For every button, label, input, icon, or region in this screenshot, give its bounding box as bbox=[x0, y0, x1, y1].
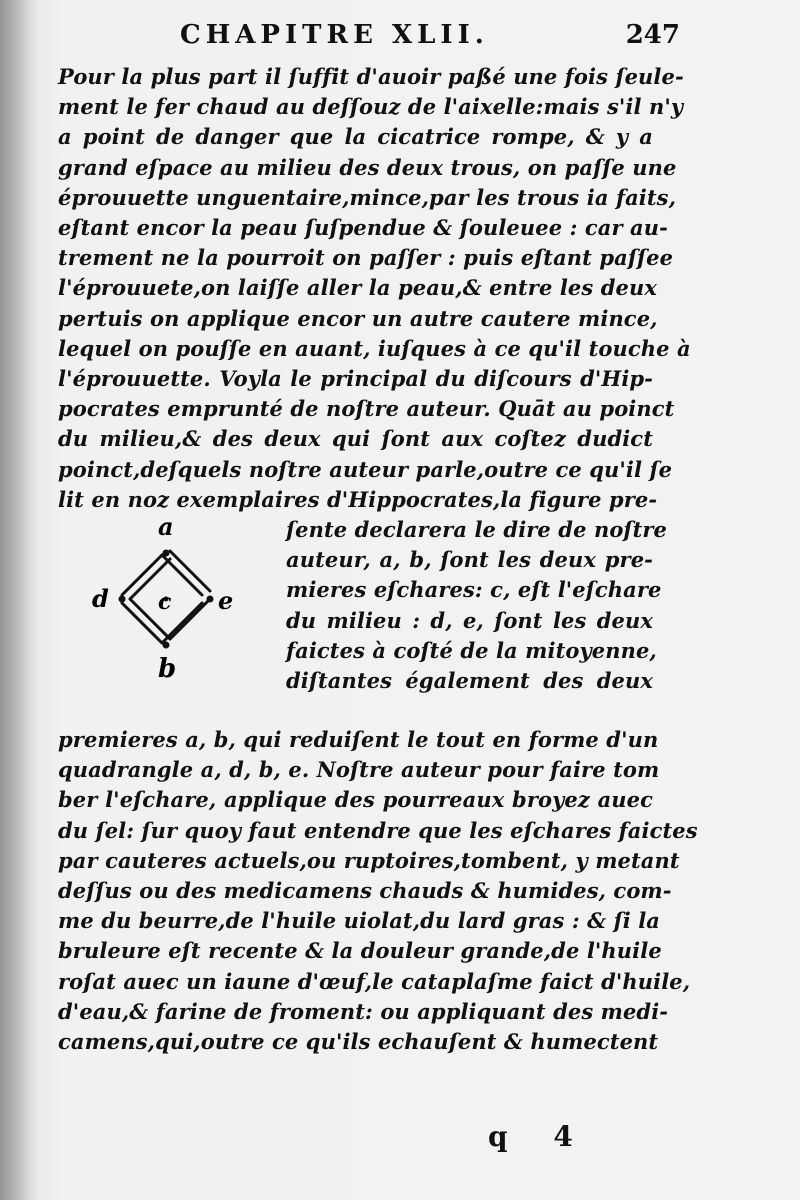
text-line: grand eſpace au milieu des deux trous, on paſſe une bbox=[58, 154, 677, 180]
signature-mark: q 4 bbox=[488, 1120, 591, 1153]
text-line: ment le fer chaud au deſſouz de l'aixelle:mais s'il n'y bbox=[58, 94, 684, 120]
text-line: faictes à coſté de la mitoyenne, bbox=[286, 637, 657, 663]
text-line: pertuis on applique encor un autre cautere mince, bbox=[58, 305, 658, 331]
text-line: me du beurre,de l'huile uiolat,du lard gras : & ſi la bbox=[58, 908, 660, 934]
text-line: éprouuette unguentaire,mince,par les trous ia faits, bbox=[58, 184, 677, 210]
text-line: a point de danger que la cicatrice rompe, & y a bbox=[58, 124, 653, 150]
paragraph-bottom bbox=[58, 725, 698, 1057]
quadrangle-figure bbox=[78, 517, 278, 727]
paragraph-top bbox=[58, 62, 691, 515]
text-line: Pour la plus part il ſuffit d'auoir paßé une fois ſeule- bbox=[58, 64, 684, 89]
text-line: poinct,deſquels noſtre auteur parle,outre ce qu'il ſe bbox=[58, 456, 673, 482]
text-line: roſat auec un iaune d'œuf,le cataplaſme faict d'huile, bbox=[58, 968, 691, 994]
page-header bbox=[180, 20, 680, 56]
text-line: trement ne la pourroit on paſſer : puis eſtant paſſee bbox=[58, 245, 674, 271]
text-line: ber l'eſchare, applique des pourreaux broyez auec bbox=[58, 787, 653, 813]
running-head: CHAPITRE XLII. bbox=[180, 20, 489, 50]
text-line: quadrangle a, d, b, e. Noſtre auteur pour faire tom bbox=[58, 757, 660, 783]
text-line: diſtantes également des deux bbox=[286, 668, 653, 694]
text-line: bruleure eſt recente & la douleur grande,de l'huile bbox=[58, 938, 662, 964]
text-line: l'éprouuette. Voyla le principal du diſcours d'Hip- bbox=[58, 366, 653, 392]
quadrangle-diagram bbox=[78, 517, 278, 727]
text-line: lequel on pouſſe en auant, iuſques à ce qu'il touche à bbox=[58, 335, 691, 361]
text-line: ſente declarera le dire de noſtre bbox=[286, 517, 667, 543]
text-line: du milieu,& des deux qui ſont aux coſtez dudict bbox=[58, 426, 653, 452]
text-line: premieres a, b, qui reduiſent le tout en forme d'un bbox=[58, 727, 659, 753]
text-line: du ſel: ſur quoy faut entendre que les eſchares faictes bbox=[58, 817, 698, 843]
text-line: du milieu : d, e, ſont les deux bbox=[286, 607, 653, 633]
text-line: mieres eſchares: c, eſt l'eſchare bbox=[286, 577, 662, 603]
label-b: b bbox=[158, 654, 177, 685]
text-line: lit en noz exemplaires d'Hippocrates,la figure pre- bbox=[58, 486, 658, 512]
text-line: auteur, a, b, ſont les deux pre- bbox=[286, 547, 653, 573]
figure-and-text-area bbox=[58, 515, 667, 725]
text-line: eſtant encor la peau ſuſpendue & ſouleuee : car au- bbox=[58, 215, 668, 241]
text-line: pocrates emprunté de noſtre auteur. Quāt au poinct bbox=[58, 396, 675, 422]
text-line: d'eau,& farine de froment: ou appliquant des medi- bbox=[58, 998, 669, 1024]
label-c: c bbox=[158, 589, 172, 616]
page-number: 247 bbox=[625, 20, 680, 50]
text-line: par cauteres actuels,ou ruptoires,tombent, y metant bbox=[58, 847, 680, 873]
label-a: a bbox=[158, 517, 174, 542]
label-e: e bbox=[218, 586, 234, 616]
page-gutter-shadow bbox=[0, 0, 40, 1200]
paragraph-beside-figure bbox=[286, 515, 667, 696]
text-line: camens,qui,outre ce qu'ils echauſent & humectent bbox=[58, 1029, 659, 1055]
body-text bbox=[58, 62, 698, 1057]
label-d: d bbox=[92, 584, 109, 614]
text-line: l'éprouuete,on laiſſe aller la peau,& entre les deux bbox=[58, 275, 657, 301]
text-line: deſſus ou des medicamens chauds & humides, com- bbox=[58, 878, 672, 904]
